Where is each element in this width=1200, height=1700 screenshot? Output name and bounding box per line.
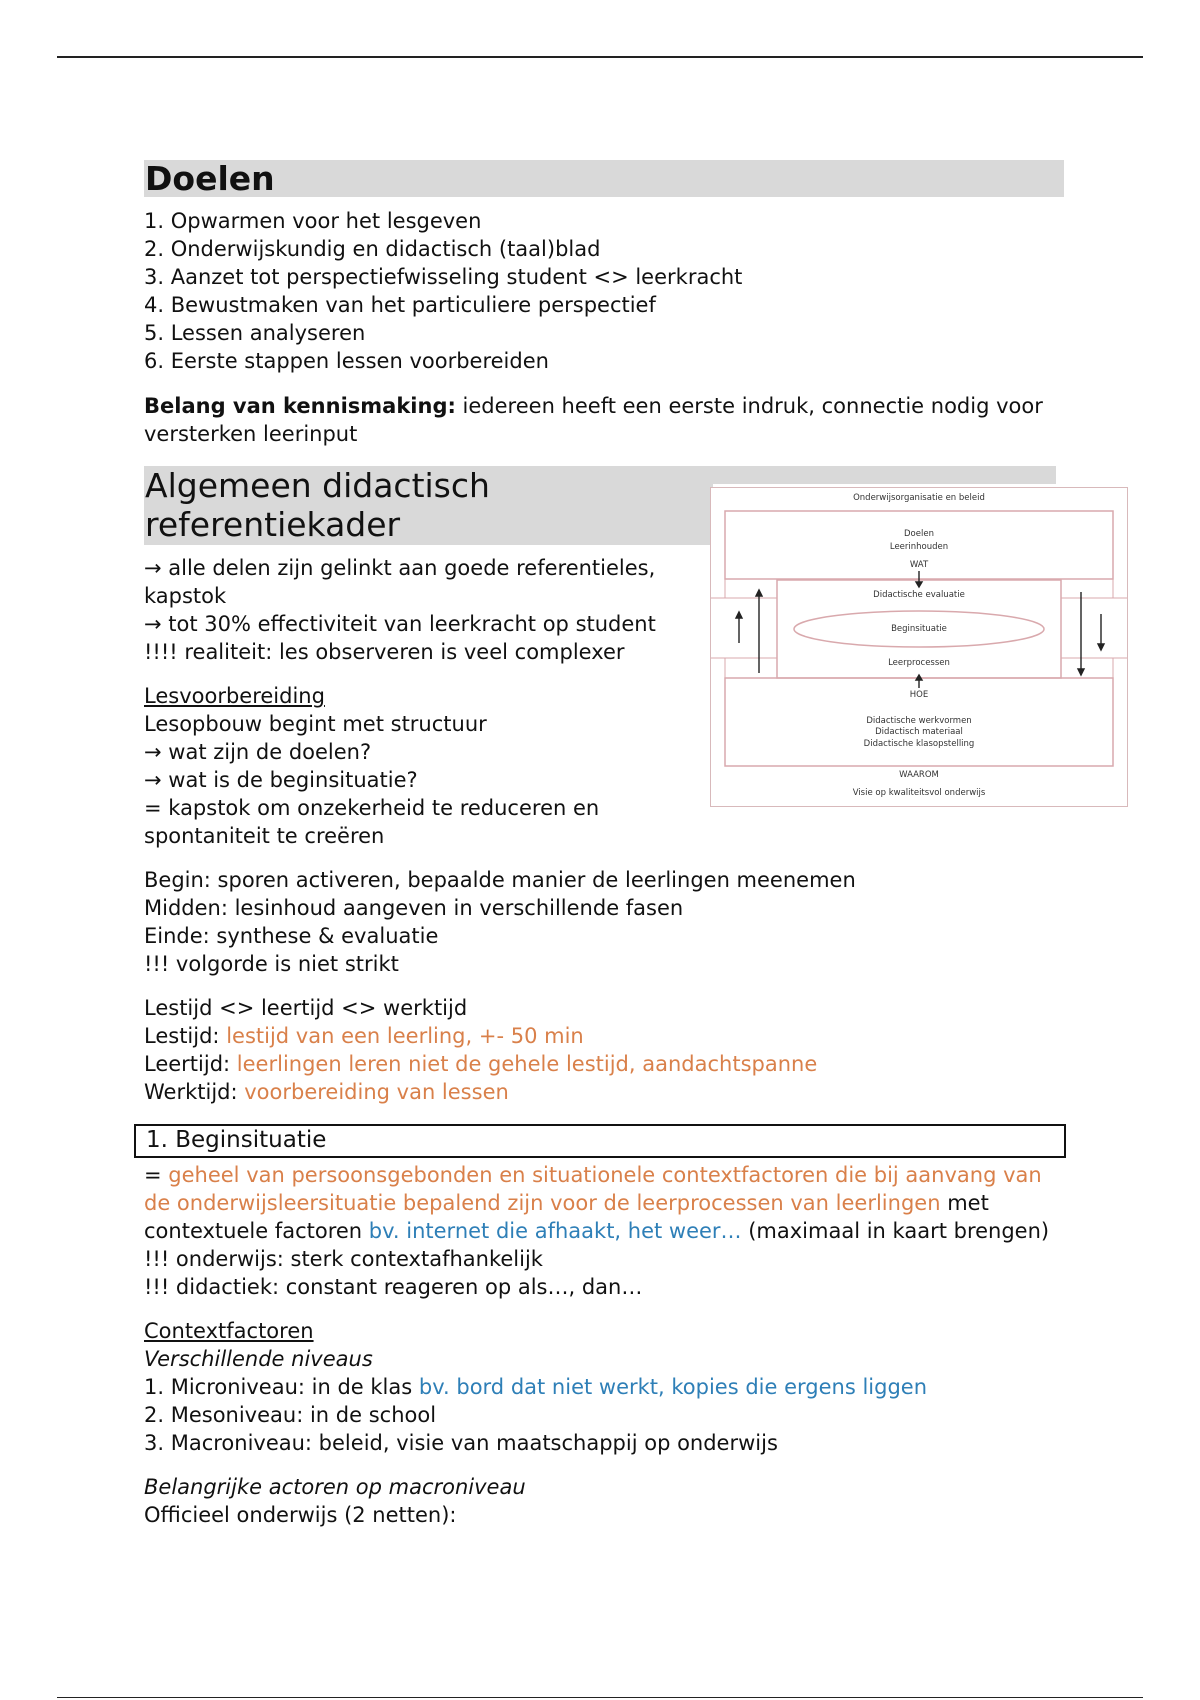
time-row: Leertijd: leerlingen leren niet de gehele lestijd, aandachtspanne [144,1052,818,1076]
phases [144,866,1064,978]
prep-heading: Lesvoorbereiding [144,684,325,708]
diagram-label: Didactische evaluatie [873,590,965,600]
document-body [144,160,1064,1529]
time-row: Lestijd: lestijd van een leerling, +- 50 min [144,1024,584,1048]
didactic-model-diagram [710,487,1128,807]
heading-kader-title: Algemeen didactisch referentiekader [144,466,713,545]
importance-paragraph [144,392,1064,448]
text-line: Einde: synthese & evaluatie [144,924,439,948]
diagram-label: Didactische klasopstelling [863,739,975,749]
importance-label: Belang van kennismaking: [144,394,456,418]
text-line: !!! didactiek: constant reageren op als…, dan… [144,1275,643,1299]
list-item: 6. Eerste stappen lessen voorbereiden [144,349,549,373]
diagram-label: WAT [909,560,929,570]
list-item: 1. Microniveau: in de klas bv. bord dat niet werkt, kopies die ergens liggen [144,1375,928,1399]
diagram-label: WAAROM [899,770,939,780]
heading-beginsituatie: 1. Beginsituatie [134,1124,1066,1158]
list-item: 2. Onderwijskundig en didactisch (taal)blad [144,237,601,261]
ctx-heading: Contextfactoren [144,1319,314,1343]
text-line: Lesopbouw begint met structuur [144,712,487,736]
list-item: 2. Mesoniveau: in de school [144,1403,437,1427]
diagram-label: Beginsituatie [891,624,947,634]
text-line: Begin: sporen activeren, bepaalde manier de leerlingen meenemen [144,868,856,892]
diagram-label: Leerprocessen [888,658,950,668]
times [144,994,1064,1106]
diagram-label: Didactische werkvormen [866,716,972,726]
list-item: 3. Aanzet tot perspectiefwisseling student <> leerkracht [144,265,743,289]
diagram-label: Leerinhouden [889,542,949,552]
diagram-label: Visie op kwaliteitsvol onderwijs [852,788,986,798]
actors-heading: Belangrijke actoren op macroniveau [144,1475,526,1499]
diagram-label: Doelen [904,529,934,539]
text-line: → wat is de beginsituatie? [144,768,418,792]
goals-list [144,207,1064,375]
header-rule [57,56,1143,58]
text-line: → alle delen zijn gelinkt aan goede referentieles, kapstok [144,556,656,608]
text-line: !!! onderwijs: sterk contextafhankelijk [144,1247,543,1271]
definition-paragraph: = geheel van persoonsgebonden en situationele contextfactoren die bij aanvang van de onderwijsleersituatie bepalend zijn voor de leerprocessen van leerlingen met contextuele factoren bv. internet die afhaakt, het weer… (maximaal in kaart brengen) [144,1163,1050,1243]
time-row: Werktijd: voorbereiding van lessen [144,1080,509,1104]
text-line: !!!! realiteit: les observeren is veel complexer [144,640,625,664]
importance-text: iedereen heeft een eerste indruk, connectie nodig voor versterken leerinput [144,394,1043,446]
list-item: 3. Macroniveau: beleid, visie van maatschappij op onderwijs [144,1431,778,1455]
text-line: Lestijd <> leertijd <> werktijd [144,996,468,1020]
list-item: 5. Lessen analyseren [144,321,366,345]
diagram-label: Didactisch materiaal [875,727,963,737]
text-line: → wat zijn de doelen? [144,740,372,764]
ctx-subheading: Verschillende niveaus [144,1347,373,1371]
list-item: 4. Bewustmaken van het particuliere perspectief [144,293,656,317]
text-line: Officieel onderwijs (2 netten): [144,1503,457,1527]
list-item: 1. Opwarmen voor het lesgeven [144,209,482,233]
text-line: = kapstok om onzekerheid te reduceren en spontaniteit te creëren [144,796,600,848]
text-line: → tot 30% effectiviteit van leerkracht op student [144,612,656,636]
kader-intro [144,554,704,850]
diagram-label: Onderwijsorganisatie en beleid [853,493,985,503]
heading-doelen: Doelen [144,160,1064,197]
text-line: !!! volgorde is niet strikt [144,952,399,976]
diagram-label: HOE [909,690,929,700]
text-line: Midden: lesinhoud aangeven in verschillende fasen [144,896,684,920]
footer-rule [57,1697,1143,1698]
